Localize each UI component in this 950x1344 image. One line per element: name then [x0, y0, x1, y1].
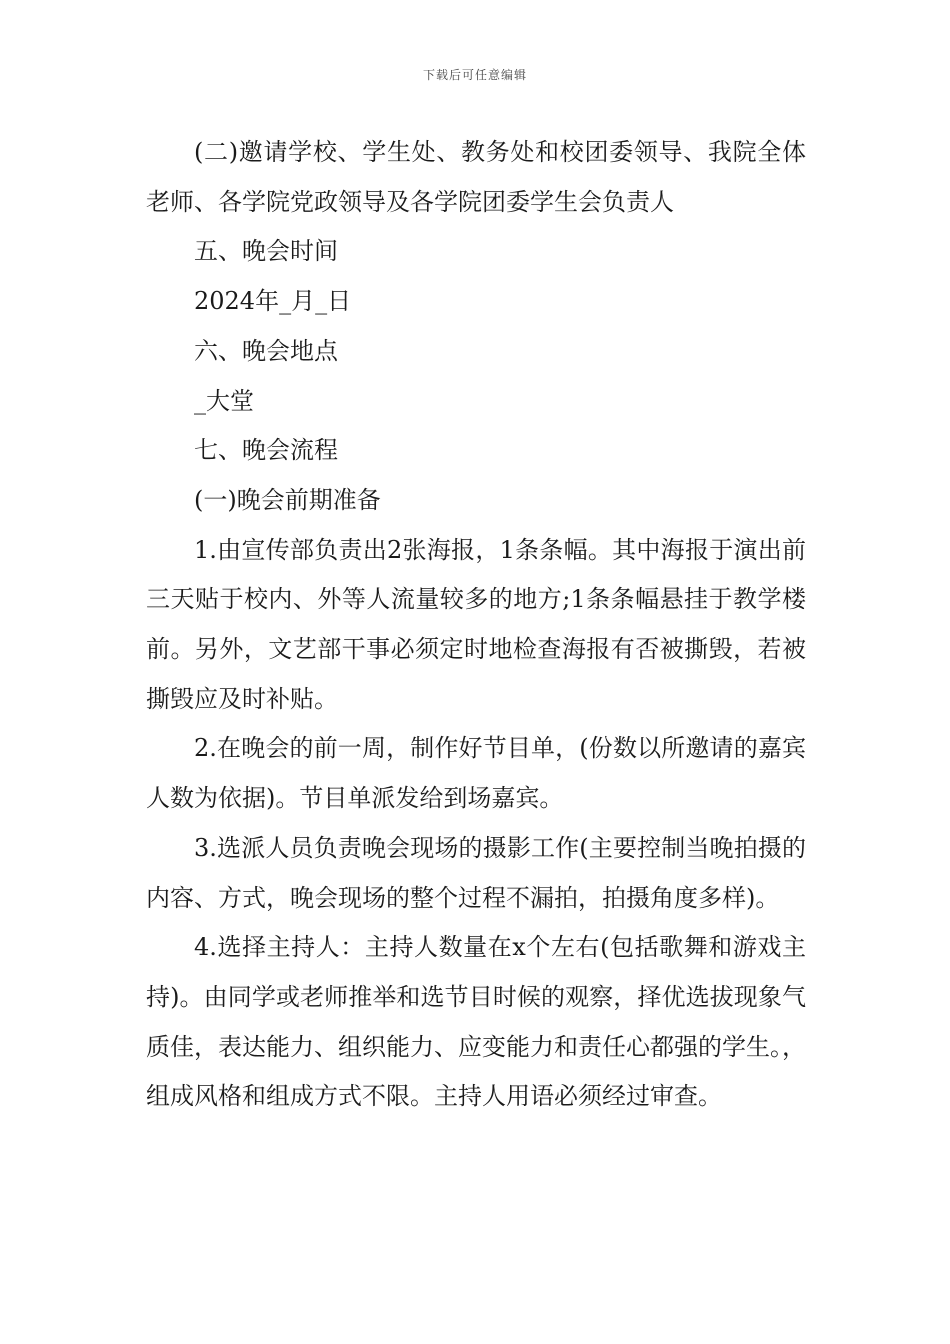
- paragraph-program-list: 2.在晚会的前一周，制作好节目单，(份数以所邀请的嘉宾人数为依据)。节目单派发给到场嘉宾。: [146, 734, 806, 813]
- paragraph-invitees: (二)邀请学校、学生处、教务处和校团委领导、我院全体老师、各学院党政领导及各学院团委学生会负责人: [146, 138, 806, 216]
- paragraph-posters: 1.由宣传部负责出2张海报，1条条幅。其中海报于演出前三天贴于校内、外等人流量较多的地方;1条条幅悬挂于教学楼前。另外，文艺部干事必须定时地检查海报有否被撕毁，若被撕毁应及时补贴。: [146, 535, 806, 713]
- subheading-preparation: (一)晚会前期准备: [194, 485, 381, 514]
- paragraph-photography: 3.选派人员负责晚会现场的摄影工作(主要控制当晚拍摄的内容、方式，晚会现场的整个过程不漏拍，拍摄角度多样)。: [146, 833, 806, 912]
- heading-party-process: 七、晚会流程: [194, 436, 338, 465]
- heading-party-time: 五、晚会时间: [194, 237, 338, 266]
- document-body: [146, 128, 806, 1122]
- heading-party-location: 六、晚会地点: [194, 336, 338, 365]
- paragraph-hosts: 4.选择主持人：主持人数量在x个左右(包括歌舞和游戏主持)。由同学或老师推举和选节目时候的观察，择优选拔现象气质佳，表达能力、组织能力、应变能力和责任心都强的学生。，组成风格和组成方式不限。主持人用语必须经过审查。: [146, 933, 806, 1111]
- party-date: 2024年_月_日: [194, 287, 352, 316]
- party-location: _大堂: [194, 386, 254, 415]
- header-note: 下载后可任意编辑: [422, 68, 527, 82]
